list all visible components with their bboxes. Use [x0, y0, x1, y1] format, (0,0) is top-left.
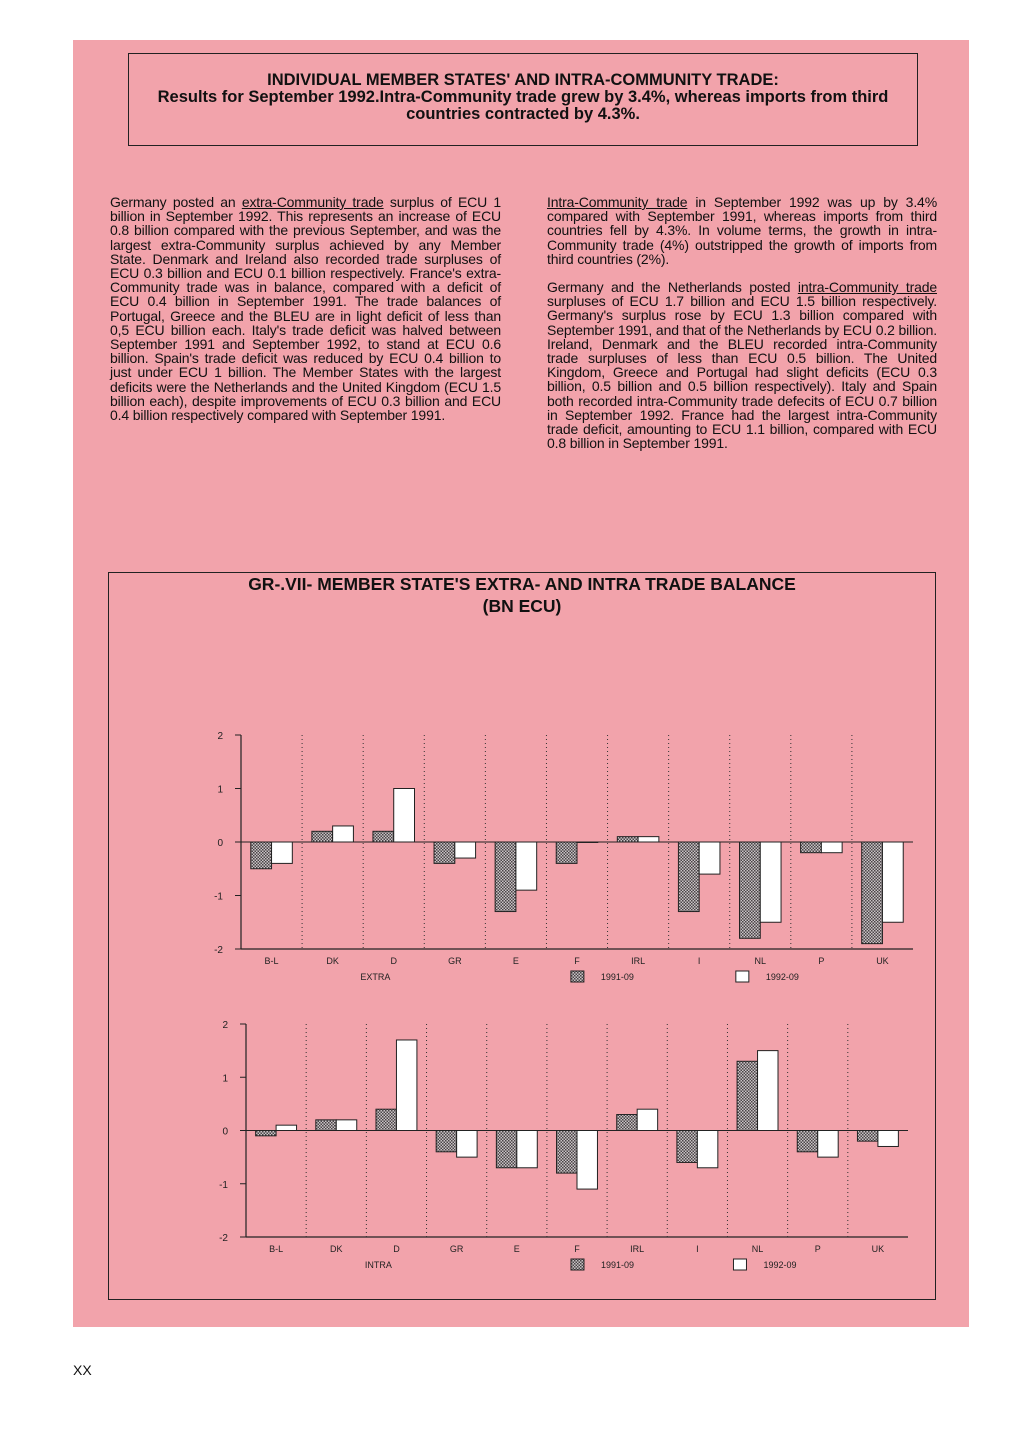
legend-label-1992-09: 1992-09 [765, 972, 799, 982]
bar-1992-09 [699, 842, 720, 874]
bar-1991-09 [496, 1131, 516, 1168]
x-tick-label: D [390, 956, 397, 966]
text-span: surplus of ECU 1 billion in September 1992. This represents an increase of ECU 0.8 billion compared with the previous September, and was the largest extra-Community surplus achieved by any Member State. Denmark and Ireland also recorded trade surpluses of ECU 0.3 billion and ECU 0.1 billion respectively. France's extra-Community trade was in balance, compared with a deficit of ECU 0.4 billion in September 1991. The trade balances of Portugal, Greece and the BLEU are in light deficit of less than 0,5 ECU billion each. Italy's trade deficit was halved between September 1991 and September 1992, to stand at ECU 0.6 billion. Spain's trade deficit was reduced by ECU 0.4 billion to just under ECU 1 billion. The Member States with the largest deficits were the Netherlands and the United Kingdom (ECU 1.5 billion each), despite improvements of ECU 0.3 billion and ECU 0.4 billion respectively compared with September 1991. [110, 194, 501, 424]
x-tick-label: DK [326, 956, 339, 966]
bar-1991-09 [678, 842, 699, 912]
bar-1991-09 [677, 1131, 697, 1163]
y-tick-label: 2 [217, 731, 223, 742]
legend-swatch-1992-09 [736, 971, 749, 982]
y-tick-label: -1 [214, 891, 223, 903]
text-span: Germany and the Netherlands posted [547, 279, 798, 296]
x-tick-label: I [697, 956, 701, 966]
x-tick-label: E [512, 956, 519, 966]
legend-swatch-1991-09 [571, 971, 584, 982]
bar-1991-09 [316, 1120, 336, 1131]
bar-1991-09 [373, 831, 394, 842]
bar-1992-09 [272, 842, 293, 863]
bar-1991-09 [495, 842, 516, 912]
legend-label-1991-09: 1991-09 [600, 1260, 635, 1270]
legend-swatch-1992-09 [733, 1259, 746, 1270]
bar-1991-09 [797, 1131, 817, 1152]
x-tick-label: GR [449, 1244, 464, 1254]
x-axis-label: EXTRA [360, 972, 391, 982]
x-axis-label: INTRA [364, 1260, 392, 1270]
bar-1991-09 [256, 1131, 276, 1136]
bar-1992-09 [394, 789, 415, 843]
intra-community-trade-term: intra-Community trade [797, 279, 937, 296]
left-text-column [110, 195, 501, 436]
bar-1992-09 [638, 837, 659, 842]
bar-1992-09 [878, 1131, 898, 1147]
bar-1992-09 [821, 842, 842, 853]
x-tick-label: F [574, 956, 580, 966]
text-span: in September 1992 was up by 3.4% compared with September 1991, whereas imports from third countries fell by 4.3%. In volume terms, the growth in intra-Community trade (4%) outstripped the growth of imports from third countries (2%). [547, 194, 937, 267]
legend-label-1992-09: 1992-09 [763, 1260, 797, 1270]
bar-1991-09 [376, 1109, 396, 1130]
text-span: Germany posted an [110, 194, 242, 210]
y-tick-label: 1 [222, 1073, 228, 1085]
x-tick-label: UK [876, 956, 889, 966]
intra-community-trade-term: Intra-Community trade [547, 194, 688, 210]
bar-1992-09 [818, 1131, 838, 1158]
bar-1992-09 [517, 1131, 537, 1168]
bar-1991-09 [737, 1061, 757, 1130]
y-tick-label: -2 [219, 1233, 228, 1244]
bar-1991-09 [436, 1131, 456, 1152]
bar-1991-09 [801, 842, 822, 853]
y-tick-label: -1 [219, 1179, 228, 1191]
bar-1991-09 [556, 842, 577, 863]
legend-label-1991-09: 1991-09 [600, 972, 634, 982]
bar-1991-09 [557, 1131, 577, 1174]
chart-title [109, 573, 935, 617]
bar-1992-09 [577, 842, 598, 843]
y-tick-label: -2 [214, 945, 223, 956]
x-tick-label: F [574, 1244, 580, 1254]
legend-swatch-1991-09 [571, 1259, 584, 1270]
x-tick-label: P [814, 1244, 821, 1254]
bar-1992-09 [758, 1051, 778, 1131]
bar-1992-09 [697, 1131, 717, 1168]
x-tick-label: NL [754, 956, 767, 966]
extra-trade-chart [214, 731, 913, 982]
y-tick-label: 0 [222, 1126, 228, 1138]
x-tick-label: E [513, 1244, 520, 1254]
bar-1992-09 [333, 826, 354, 842]
bar-1992-09 [882, 842, 903, 922]
bar-1991-09 [617, 837, 638, 842]
bar-1992-09 [457, 1131, 477, 1158]
y-tick-label: 0 [217, 838, 223, 849]
x-tick-label: B-L [264, 956, 279, 966]
header-title: INDIVIDUAL MEMBER STATES' AND INTRA-COMMUNITY TRADE: [267, 71, 779, 89]
bar-1992-09 [396, 1040, 416, 1131]
x-tick-label: IRL [631, 956, 646, 966]
bar-1991-09 [617, 1115, 637, 1131]
x-tick-label: IRL [630, 1244, 645, 1254]
bar-1992-09 [577, 1131, 597, 1190]
header-box [128, 53, 918, 146]
bar-1992-09 [455, 842, 476, 858]
bar-1992-09 [276, 1125, 296, 1130]
chart-title-line-1: GR-.VII- MEMBER STATE'S EXTRA- AND INTRA TRADE BALANCE [248, 574, 796, 594]
right-paragraph-1 [547, 195, 937, 266]
report-page [73, 40, 969, 1327]
x-tick-label: B-L [269, 1244, 284, 1254]
y-tick-label: 1 [217, 784, 223, 796]
page-number: XX [73, 1362, 92, 1378]
charts-svg [109, 573, 935, 1299]
x-tick-label: NL [751, 1244, 764, 1254]
x-tick-label: GR [448, 956, 462, 966]
y-tick-label: 2 [222, 1020, 228, 1031]
chart-title-line-2: (BN ECU) [482, 596, 562, 616]
bar-1992-09 [336, 1120, 356, 1131]
x-tick-label: DK [330, 1244, 343, 1254]
x-tick-label: I [696, 1244, 699, 1254]
bar-1992-09 [637, 1109, 657, 1130]
bar-1991-09 [434, 842, 455, 863]
extra-community-trade-term: extra-Community trade [241, 194, 384, 210]
x-tick-label: P [818, 956, 825, 966]
chart-frame [108, 572, 936, 1300]
bar-1991-09 [312, 831, 333, 842]
bar-1992-09 [516, 842, 537, 890]
x-tick-label: D [393, 1244, 400, 1254]
bar-1991-09 [251, 842, 272, 869]
right-paragraph-2 [547, 280, 937, 450]
bar-1992-09 [760, 842, 781, 922]
bar-1991-09 [740, 842, 761, 938]
left-paragraph-1 [110, 195, 501, 422]
intra-trade-chart [219, 1020, 908, 1270]
right-text-column [547, 195, 937, 464]
bar-1991-09 [857, 1131, 877, 1142]
header-subtitle: Results for September 1992.Intra-Community trade grew by 3.4%, whereas imports from third countries contracted by 4.3%. [157, 88, 889, 123]
x-tick-label: UK [871, 1244, 885, 1254]
text-span: surpluses of ECU 1.7 billion and ECU 1.5 billion respectively. Germany's surplus rose by ECU 1.3 billion compared with September 1991, and that of the Netherlands by ECU 0.2 billion. Ireland, Denmark and the BLEU recorded intra-Community trade surpluses of less than ECU 0.5 billion. The United Kingdom, Greece and Portugal had slight deficits (ECU 0.3 billion, 0.5 billion and 0.5 billion respectively). Italy and Spain both recorded intra-Community trade defecits of ECU 0.7 billion in September 1992. France had the largest intra-Community trade deficit, amounting to ECU 1.1 billion, compared with ECU 0.8 billion in September 1991. [547, 293, 937, 452]
bar-1991-09 [862, 842, 883, 944]
